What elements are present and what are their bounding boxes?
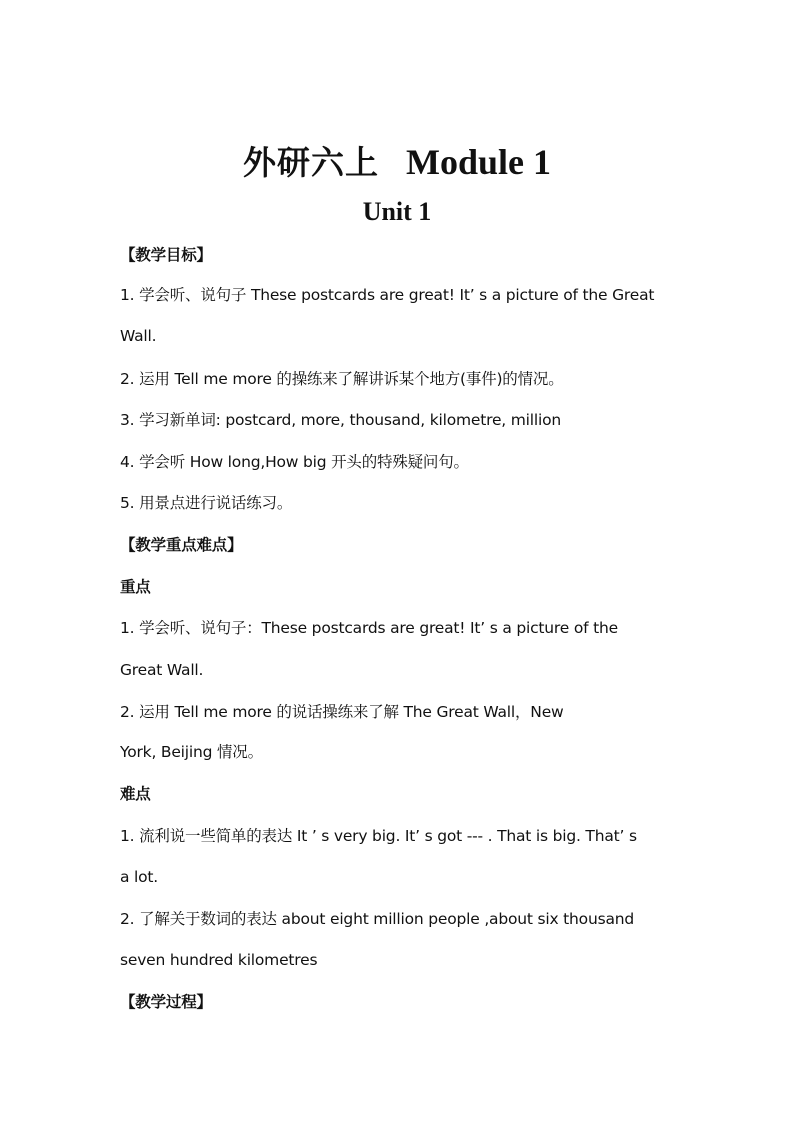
section-heading: 重点 [120, 578, 151, 596]
text-line: 2. 运用 Tell me more 的说话操练来了解 The Great Wall，New [120, 703, 564, 721]
page-title [0, 140, 794, 185]
section-heading: 【教学目标】 [120, 246, 212, 264]
text-line: seven hundred kilometres [120, 951, 318, 969]
page-subtitle: Unit 1 [362, 197, 432, 226]
text-line: 2. 运用 Tell me more 的操练来了解讲诉某个地方(事件)的情况。 [120, 370, 564, 388]
text-line: 5. 用景点进行说话练习。 [120, 494, 293, 512]
text-line: 1. 学会听、说句子 These postcards are great! It’ s a picture of the Great [120, 286, 655, 304]
title-english: Module 1 [405, 142, 551, 182]
text-line: Wall. [120, 327, 157, 345]
text-line: 3. 学习新单词: postcard, more, thousand, kilometre, million [120, 411, 561, 429]
text-line: 1. 流利说一些简单的表达 It ’ s very big. It’ s got --- . That is big. That’ s [120, 827, 637, 845]
section-heading: 难点 [120, 785, 151, 803]
text-line: 1. 学会听、说句子：These postcards are great! It’ s a picture of the [120, 619, 618, 637]
section-heading: 【教学过程】 [120, 993, 212, 1011]
title-chinese: 外研六上 [242, 143, 379, 182]
text-line: 4. 学会听 How long,How big 开头的特殊疑问句。 [120, 453, 469, 471]
text-line: Great Wall. [120, 661, 204, 679]
text-line: York, Beijing 情况。 [120, 743, 263, 761]
section-heading: 【教学重点难点】 [120, 536, 243, 554]
text-line: a lot. [120, 868, 159, 886]
text-line: 2. 了解关于数词的表达 about eight million people ,about six thousand [120, 910, 635, 928]
